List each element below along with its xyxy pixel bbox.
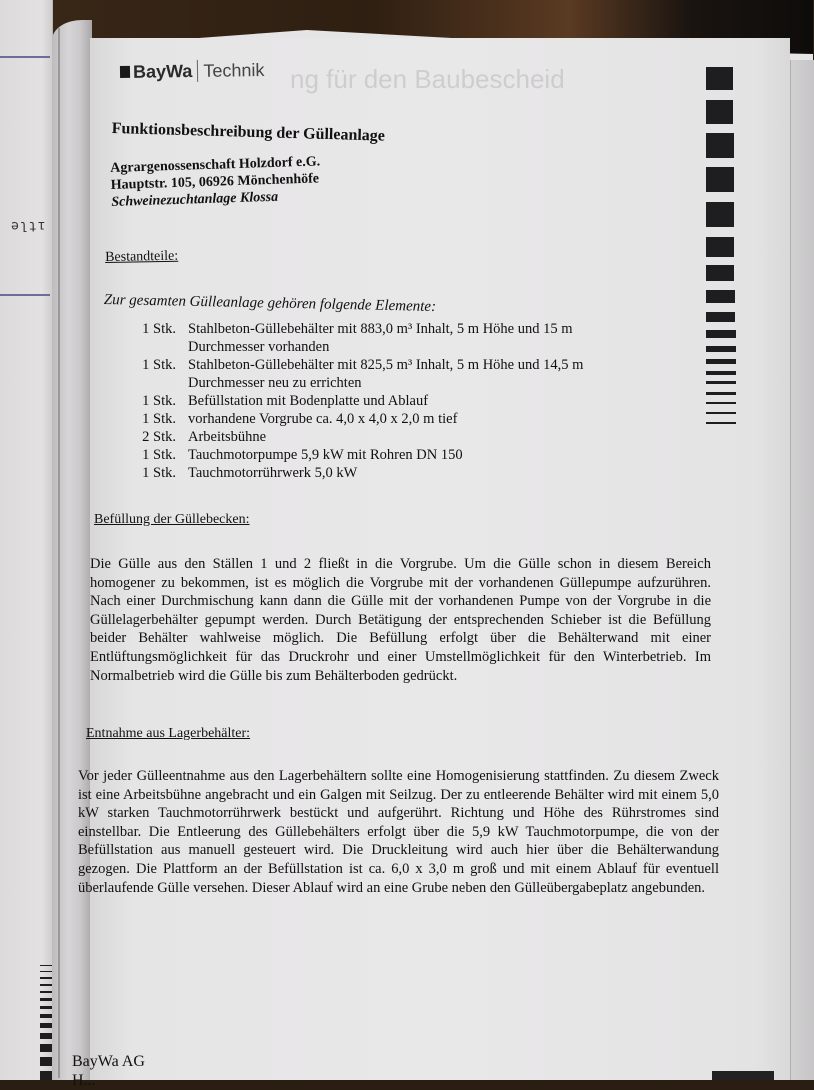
list-item: 1 Stk. Tauchmotorpumpe 5,9 kW mit Rohren DN 150 xyxy=(142,447,463,463)
list-item: 1 Stk. Tauchmotorrührwerk 5,0 kW xyxy=(142,465,358,481)
components-intro: Zur gesamten Gülleanlage gehören folgende Elemente: xyxy=(103,292,437,315)
tab-divider-line xyxy=(0,294,50,296)
underlying-page-edge xyxy=(790,60,814,1080)
footer-company: BayWa AG xyxy=(72,1053,145,1070)
tab-divider-line xyxy=(0,56,50,58)
show-through-text: ng für den Baubescheid xyxy=(290,64,565,94)
list-item: 2 Stk. Arbeitsbühne xyxy=(142,429,267,445)
extraction-paragraph: Vor jeder Gülleentnahme aus den Lagerbehältern sollte eine Homogenisierung stattfinden. Zu diesem Zweck ist eine Arbeitsbühne angebracht und ein Galgen mit Seilzug. Der zu entleerende Behälter wird mit einem 5,0 kW starken Tauchmotorrührwerk bestückt und aufgerührt. Richtung und Höhe des Rührstromes sind einstellbar. Die Entleerung des Güllebehälters erfolgt über die 5,9 kW Tauchmotorpumpe, die von der Befüllstation aus manuell gesteuert wird. Die Druckleitung wird auch hier über die Behälterwandung gezogen. Die Plattform an der Befüllstation ist ca. 6,0 x 3,0 m groß und mit einem Ablauf für eventuell überlaufende Gülle versehen. Dieser Ablauf wird an eine Grube neben den Gülleübergabeplatz angebunden. xyxy=(78,768,719,896)
section-heading-filling: Befüllung der Güllebecken: xyxy=(94,512,250,527)
footer-line-2: H... xyxy=(72,1072,96,1089)
page-spine-curl xyxy=(52,20,92,1080)
logo-division: Technik xyxy=(203,59,265,81)
site-name: Schweinezuchtanlage Klossa xyxy=(111,189,279,210)
section-heading-extraction: Entnahme aus Lagerbehälter: xyxy=(86,726,251,741)
section-heading-components: Bestandteile: xyxy=(105,248,179,265)
filling-paragraph: Die Gülle aus den Ställen 1 und 2 fließt in die Vorgrube. Um die Gülle schon in diesem Bereich homogener zu bekommen, ist es möglich die Vorgrube mit der vorhandenen Güllepumpe aufzurühren. Nach einer Durchmischung kann dann die Gülle mit der vorhandenen Pumpe von der Vorgrube in die Güllelagerbehälter gepumpt werden. Durch Betätigung der entsprechenden Schieber ist die Befüllung beider Behälter wahlweise möglich. Die Befüllung erfolgt über die Behälterwand mit einer Entlüftungsmöglichkeit für das Druckrohr und einer Umstellmöglichkeit für den Winterbetrieb. Im Normalbetrieb wird die Gülle bis zum Behälterboden gedrückt. xyxy=(90,556,711,684)
company-name: Agrargenossenschaft Holzdorf e.G. xyxy=(110,154,321,176)
list-item: 1 Stk. vorhandene Vorgrube ca. 4,0 x 4,0 x 2,0 m tief xyxy=(142,411,458,427)
logo-square-icon xyxy=(120,66,130,78)
list-item: 1 Stk. Stahlbeton-Güllebehälter mit 883,0 m³ Inhalt, 5 m Höhe und 15 m Durchmesser vorhanden xyxy=(142,321,573,355)
logo-divider xyxy=(197,60,198,82)
document-title: Funktionsbeschreibung der Gülleanlage xyxy=(111,120,386,145)
list-item: 1 Stk. Stahlbeton-Güllebehälter mit 825,5 m³ Inhalt, 5 m Höhe und 14,5 m Durchmesser neu zu errichten xyxy=(142,357,584,391)
rotated-label: ıtle xyxy=(10,218,46,233)
street-address: Hauptstr. 105, 06926 Mönchenhöfe xyxy=(110,171,320,193)
address-block xyxy=(110,153,321,211)
baywa-technik-logo xyxy=(120,59,265,83)
index-mark-bottom xyxy=(712,1071,774,1080)
components-list xyxy=(120,320,648,482)
left-binder-page xyxy=(0,0,53,1080)
logo-brand: BayWa xyxy=(132,60,193,82)
list-item: 1 Stk. Befüllstation mit Bodenplatte und Ablauf xyxy=(142,393,429,409)
